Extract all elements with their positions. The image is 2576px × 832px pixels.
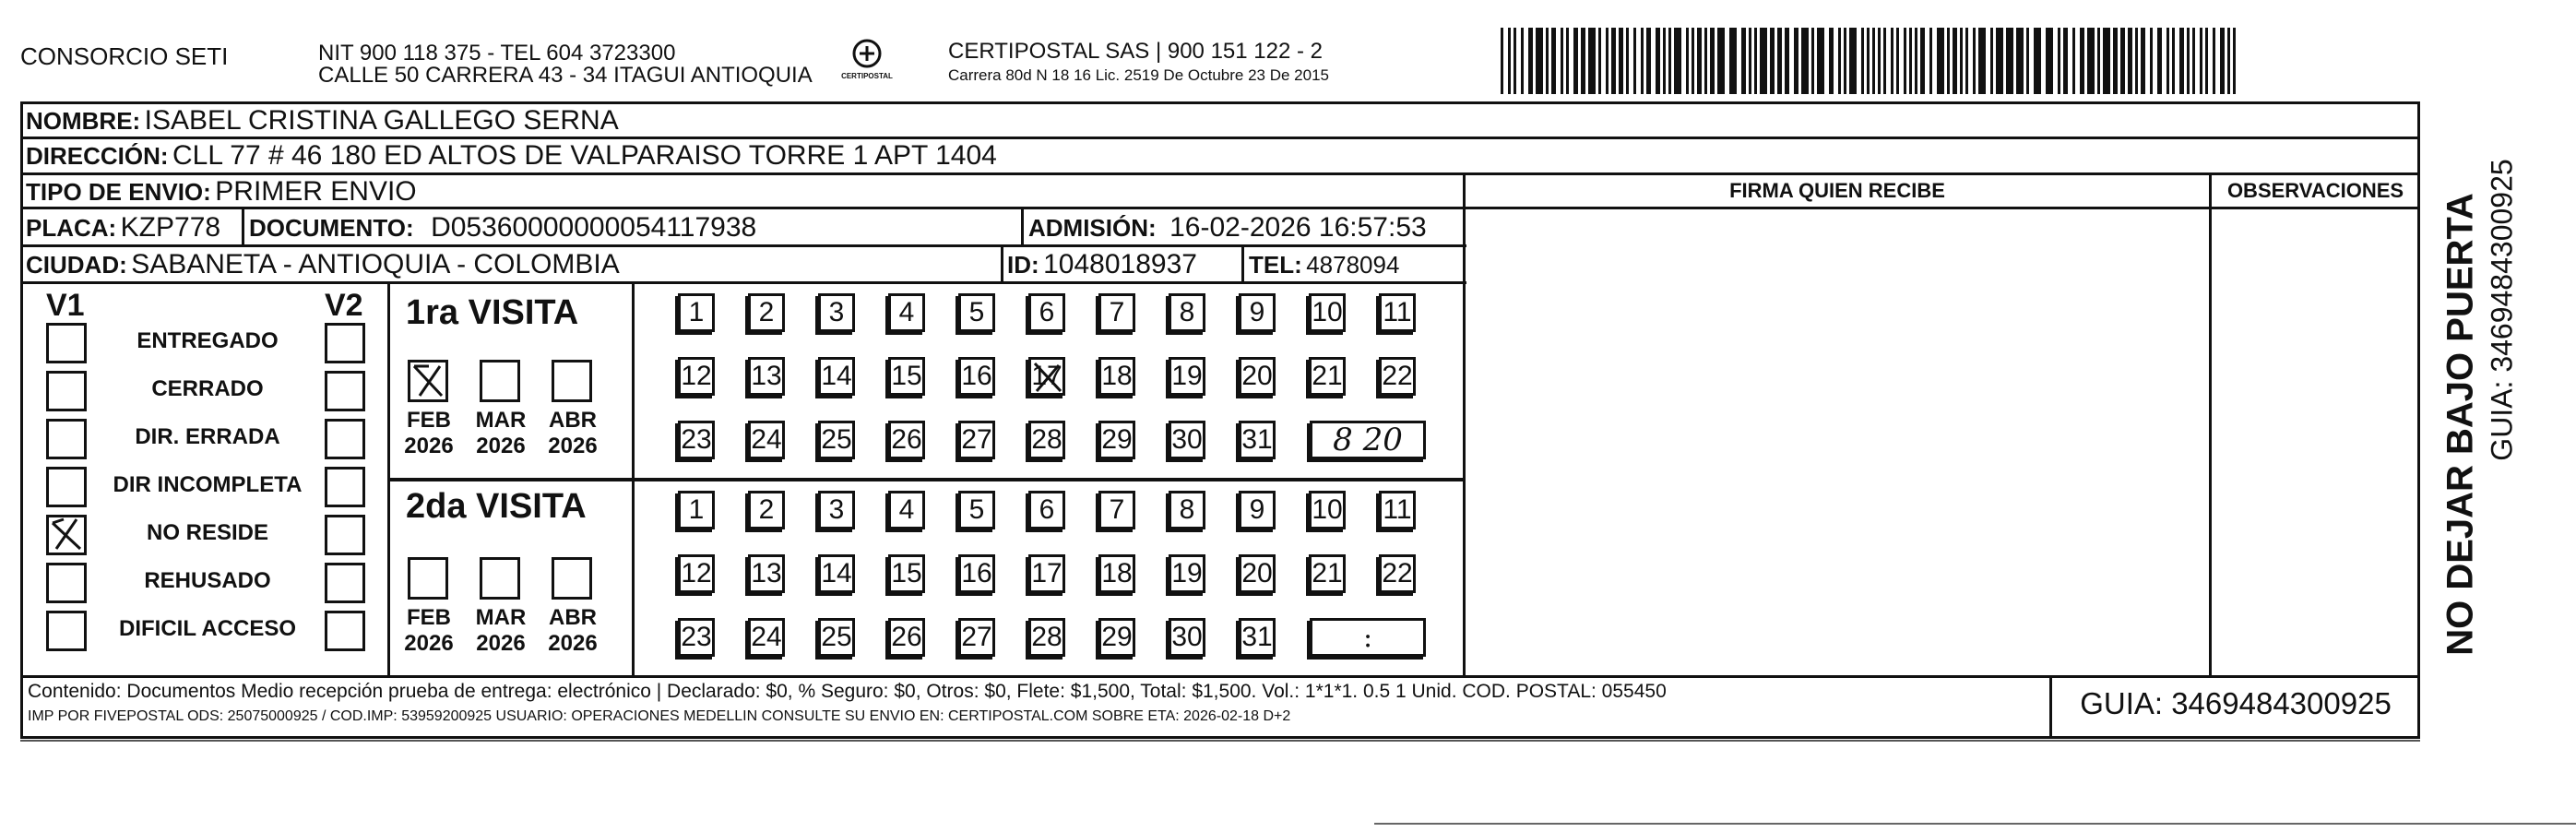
- v2-checkbox[interactable]: [325, 611, 365, 651]
- day-cell[interactable]: [818, 491, 855, 529]
- reason-label: NO RESIDE: [146, 520, 269, 545]
- day-cell[interactable]: [748, 293, 785, 332]
- admission-value: 16-02-2026 16:57:53: [1169, 212, 1427, 243]
- plate-label: PLACA:: [26, 214, 117, 242]
- day-cell[interactable]: [1169, 554, 1205, 593]
- day-cell[interactable]: [1028, 554, 1065, 593]
- day-cell[interactable]: [1379, 293, 1416, 332]
- day-number: 11: [1383, 494, 1412, 525]
- month-label: [397, 605, 461, 657]
- day-cell[interactable]: [1169, 491, 1205, 529]
- document-label: DOCUMENTO:: [249, 214, 414, 242]
- id-label: ID:: [1007, 251, 1039, 279]
- day-cell[interactable]: [1239, 293, 1276, 332]
- month-label: [397, 408, 461, 459]
- tel-row: [1249, 251, 1399, 279]
- day-cell[interactable]: [1239, 491, 1276, 529]
- day-number: 6: [1039, 494, 1055, 525]
- plate-row: [26, 212, 220, 244]
- month-year: 2026: [404, 631, 454, 656]
- company-name: CONSORCIO SETI: [20, 42, 229, 70]
- v2-checkbox[interactable]: [325, 419, 365, 459]
- admission-label: ADMISIÓN:: [1028, 214, 1157, 242]
- day-cell[interactable]: [1098, 554, 1135, 593]
- day-cell[interactable]: [1028, 357, 1065, 396]
- day-number: 23: [681, 424, 712, 455]
- day-cell[interactable]: [1309, 554, 1346, 593]
- day-number: 12: [681, 558, 712, 588]
- day-cell[interactable]: [678, 357, 715, 396]
- day-cell[interactable]: [1098, 293, 1135, 332]
- document-value: D05360000000054117938: [431, 212, 757, 243]
- day-cell[interactable]: [1169, 293, 1205, 332]
- month-name: ABR: [549, 408, 597, 433]
- day-number: 26: [891, 622, 922, 652]
- day-number: 21: [1312, 361, 1343, 391]
- day-cell[interactable]: [1098, 618, 1135, 657]
- day-cell[interactable]: [1169, 421, 1205, 459]
- day-number: 31: [1241, 622, 1273, 652]
- v1-label: V1: [46, 288, 85, 323]
- day-cell[interactable]: [1309, 491, 1346, 529]
- check-mark-icon: [1031, 360, 1064, 395]
- day-cell[interactable]: [748, 421, 785, 459]
- day-number: 14: [821, 361, 852, 391]
- day-number: 27: [961, 424, 992, 455]
- day-cell[interactable]: [888, 357, 925, 396]
- month-label: [469, 605, 533, 657]
- visit-time-field[interactable]: :: [1310, 618, 1426, 657]
- day-number: 4: [898, 297, 915, 327]
- v1-checkbox[interactable]: [46, 563, 87, 603]
- month-label: [469, 408, 533, 459]
- check-mark-icon: [410, 363, 447, 401]
- document-row: [249, 212, 756, 244]
- day-cell[interactable]: [818, 293, 855, 332]
- day-cell[interactable]: [818, 421, 855, 459]
- day-cell[interactable]: [1098, 421, 1135, 459]
- day-cell[interactable]: [1309, 357, 1346, 396]
- id-value: 1048018937: [1043, 249, 1197, 279]
- month-year: 2026: [548, 434, 598, 458]
- day-number: 15: [891, 361, 922, 391]
- day-cell[interactable]: [888, 293, 925, 332]
- day-cell[interactable]: [1239, 357, 1276, 396]
- license-line: Carrera 80d N 18 16 Lic. 2519 De Octubre 23 De 2015: [948, 66, 1329, 84]
- month-name: ABR: [549, 605, 597, 630]
- day-cell[interactable]: [888, 491, 925, 529]
- day-cell[interactable]: [1028, 618, 1065, 657]
- v2-checkbox[interactable]: [325, 371, 365, 411]
- second-visit-title: 2da VISITA: [406, 487, 587, 526]
- day-cell[interactable]: [958, 357, 995, 396]
- city-value: SABANETA - ANTIOQUIA - COLOMBIA: [131, 249, 620, 279]
- day-cell[interactable]: [818, 554, 855, 593]
- day-cell[interactable]: [1379, 491, 1416, 529]
- day-cell[interactable]: [958, 293, 995, 332]
- day-cell[interactable]: [1309, 293, 1346, 332]
- day-cell[interactable]: [748, 357, 785, 396]
- day-cell[interactable]: [1028, 491, 1065, 529]
- month-name: MAR: [475, 408, 527, 433]
- day-number: 31: [1241, 424, 1273, 455]
- day-number: 18: [1101, 361, 1133, 391]
- send-type-row: [26, 176, 417, 208]
- day-number: 4: [898, 494, 915, 525]
- address-value: CLL 77 # 46 180 ED ALTOS DE VALPARAISO TORRE 1 APT 1404: [172, 140, 997, 171]
- day-number: 9: [1249, 297, 1265, 327]
- day-number: 7: [1109, 494, 1125, 525]
- day-number: 18: [1101, 558, 1133, 588]
- day-number: 13: [751, 361, 782, 391]
- day-cell[interactable]: [888, 421, 925, 459]
- month-year: 2026: [476, 434, 526, 458]
- day-cell[interactable]: [1028, 421, 1065, 459]
- day-cell[interactable]: [1239, 618, 1276, 657]
- day-cell[interactable]: [958, 554, 995, 593]
- day-number: 29: [1101, 622, 1133, 652]
- check-mark-icon: [49, 517, 84, 553]
- v2-checkbox[interactable]: [325, 563, 365, 603]
- reason-label: DIR INCOMPLETA: [113, 472, 303, 497]
- day-number: 9: [1249, 494, 1265, 525]
- side-guide: GUIA: 3469484300925: [2485, 159, 2519, 461]
- day-cell[interactable]: [678, 421, 715, 459]
- month-checkbox-abr[interactable]: [552, 557, 592, 600]
- day-cell[interactable]: [748, 554, 785, 593]
- month-checkbox-abr[interactable]: [552, 360, 592, 402]
- day-number: 3: [828, 494, 845, 525]
- day-number: 12: [681, 361, 712, 391]
- day-number: 28: [1031, 622, 1062, 652]
- address-line: CALLE 50 CARRERA 43 - 34 ITAGUI ANTIOQUIA: [318, 63, 813, 88]
- day-number: 10: [1312, 494, 1343, 525]
- day-number: 14: [821, 558, 852, 588]
- day-number: 30: [1171, 424, 1203, 455]
- day-number: 15: [891, 558, 922, 588]
- day-cell[interactable]: [958, 421, 995, 459]
- day-cell[interactable]: [888, 554, 925, 593]
- day-number: 24: [751, 622, 782, 652]
- day-number: 19: [1171, 558, 1203, 588]
- day-number: 8: [1179, 297, 1195, 327]
- day-number: 11: [1383, 297, 1412, 327]
- day-cell[interactable]: [1239, 421, 1276, 459]
- month-label: [540, 408, 605, 459]
- v1-checkbox[interactable]: [46, 323, 87, 363]
- month-name: MAR: [475, 605, 527, 630]
- day-cell[interactable]: [888, 618, 925, 657]
- day-number: 16: [961, 558, 992, 588]
- day-number: 13: [751, 558, 782, 588]
- day-cell[interactable]: [1379, 554, 1416, 593]
- day-number: 5: [968, 494, 985, 525]
- day-number: 8: [1179, 494, 1195, 525]
- barcode-icon: [1499, 28, 2241, 94]
- day-number: 1: [688, 494, 705, 525]
- day-number: 20: [1241, 558, 1273, 588]
- day-cell[interactable]: [1169, 357, 1205, 396]
- day-number: 7: [1109, 297, 1125, 327]
- id-row: [1007, 249, 1197, 280]
- day-number: 22: [1382, 361, 1413, 391]
- day-number: 5: [968, 297, 985, 327]
- day-number: 26: [891, 424, 922, 455]
- day-number: 23: [681, 622, 712, 652]
- logo-icon: [835, 37, 899, 92]
- day-cell[interactable]: [1239, 554, 1276, 593]
- month-checkbox-mar[interactable]: [480, 557, 520, 600]
- day-cell[interactable]: [818, 618, 855, 657]
- month-name: FEB: [407, 605, 451, 630]
- day-number: 10: [1312, 297, 1343, 327]
- day-number: 25: [821, 424, 852, 455]
- name-row: [26, 105, 619, 137]
- nit-line: NIT 900 118 375 - TEL 604 3723300: [318, 41, 676, 65]
- day-number: 16: [961, 361, 992, 391]
- day-number: 25: [821, 622, 852, 652]
- day-number: 2: [758, 494, 775, 525]
- month-name: FEB: [407, 408, 451, 433]
- v1-checkbox[interactable]: [46, 419, 87, 459]
- city-label: CIUDAD:: [26, 251, 127, 279]
- day-number: 20: [1241, 361, 1273, 391]
- day-cell[interactable]: [748, 618, 785, 657]
- visit-time-field[interactable]: 8 20: [1310, 421, 1426, 459]
- city-row: [26, 249, 620, 280]
- day-number: 29: [1101, 424, 1133, 455]
- day-cell[interactable]: [678, 293, 715, 332]
- address-label: DIRECCIÓN:: [26, 142, 169, 170]
- day-cell[interactable]: [1379, 357, 1416, 396]
- v2-label: V2: [325, 288, 363, 323]
- day-number: 27: [961, 622, 992, 652]
- day-cell[interactable]: [1028, 293, 1065, 332]
- imp-line: IMP POR FIVEPOSTAL ODS: 25075000925 / COD.IMP: 53959200925 USUARIO: OPERACIONES MEDELLIN CONSULTE SU ENVIO EN: CERTIPOSTAL.COM SOBRE ETA: 2026-02-18 D+2: [28, 708, 1291, 724]
- name-label: NOMBRE:: [26, 107, 141, 135]
- day-number: 2: [758, 297, 775, 327]
- month-year: 2026: [404, 434, 454, 458]
- logo-text: CERTIPOSTAL: [841, 72, 893, 80]
- guide-box: GUIA: 3469484300925: [2080, 686, 2392, 720]
- reason-label: DIR. ERRADA: [135, 424, 280, 449]
- v1-checkbox[interactable]: [46, 467, 87, 507]
- day-number: 3: [828, 297, 845, 327]
- plate-value: KZP778: [120, 212, 221, 243]
- v1-checkbox[interactable]: [46, 515, 87, 555]
- name-value: ISABEL CRISTINA GALLEGO SERNA: [144, 105, 619, 136]
- side-warning: NO DEJAR BAJO PUERTA: [2439, 193, 2481, 656]
- day-number: 19: [1171, 361, 1203, 391]
- day-cell[interactable]: [1098, 491, 1135, 529]
- month-checkbox-mar[interactable]: [480, 360, 520, 402]
- content-line: Contenido: Documentos Medio recepción prueba de entrega: electrónico | Declarado: $0, % Seguro: $0, Otros: $0, Flete: $1,500, Total: $1,500. Vol.: 1*1*1. 0.5 1 Unid. COD. POSTAL: 055450: [28, 681, 1667, 702]
- reason-label: REHUSADO: [144, 568, 271, 593]
- month-label: [540, 605, 605, 657]
- admission-row: [1028, 212, 1427, 244]
- day-cell[interactable]: [958, 618, 995, 657]
- address-row: [26, 140, 997, 172]
- send-type-value: PRIMER ENVIO: [215, 176, 417, 207]
- day-cell[interactable]: [678, 491, 715, 529]
- reason-label: DIFICIL ACCESO: [118, 616, 296, 641]
- day-number: 17: [1031, 361, 1062, 391]
- v2-checkbox[interactable]: [325, 323, 365, 363]
- day-number: 17: [1031, 558, 1062, 588]
- first-visit-title: 1ra VISITA: [406, 293, 579, 332]
- day-cell[interactable]: [748, 491, 785, 529]
- day-number: 1: [688, 297, 705, 327]
- v1-checkbox[interactable]: [46, 371, 87, 411]
- day-number: 22: [1382, 558, 1413, 588]
- v2-checkbox[interactable]: [325, 467, 365, 507]
- v1-checkbox[interactable]: [46, 611, 87, 651]
- day-cell[interactable]: [958, 491, 995, 529]
- tel-value: 4878094: [1306, 251, 1400, 279]
- month-checkbox-feb[interactable]: [408, 360, 448, 402]
- reason-label: CERRADO: [151, 376, 264, 401]
- day-number: 30: [1171, 622, 1203, 652]
- day-cell[interactable]: [1098, 357, 1135, 396]
- day-number: 6: [1039, 297, 1055, 327]
- send-type-label: TIPO DE ENVIO:: [26, 178, 211, 206]
- month-year: 2026: [476, 631, 526, 656]
- tel-label: TEL:: [1249, 251, 1302, 279]
- month-checkbox-feb[interactable]: [408, 557, 448, 600]
- day-number: 24: [751, 424, 782, 455]
- day-cell[interactable]: [818, 357, 855, 396]
- observations-header: OBSERVACIONES: [2226, 179, 2404, 202]
- day-number: 21: [1312, 558, 1343, 588]
- carrier-line: CERTIPOSTAL SAS | 900 151 122 - 2: [948, 39, 1323, 64]
- month-year: 2026: [548, 631, 598, 656]
- reason-label: ENTREGADO: [137, 328, 279, 353]
- signature-header: FIRMA QUIEN RECIBE: [1729, 179, 1945, 202]
- day-cell[interactable]: [678, 618, 715, 657]
- certipostal-logo: [835, 37, 899, 92]
- day-number: 28: [1031, 424, 1062, 455]
- day-cell[interactable]: [678, 554, 715, 593]
- day-cell[interactable]: [1169, 618, 1205, 657]
- v2-checkbox[interactable]: [325, 515, 365, 555]
